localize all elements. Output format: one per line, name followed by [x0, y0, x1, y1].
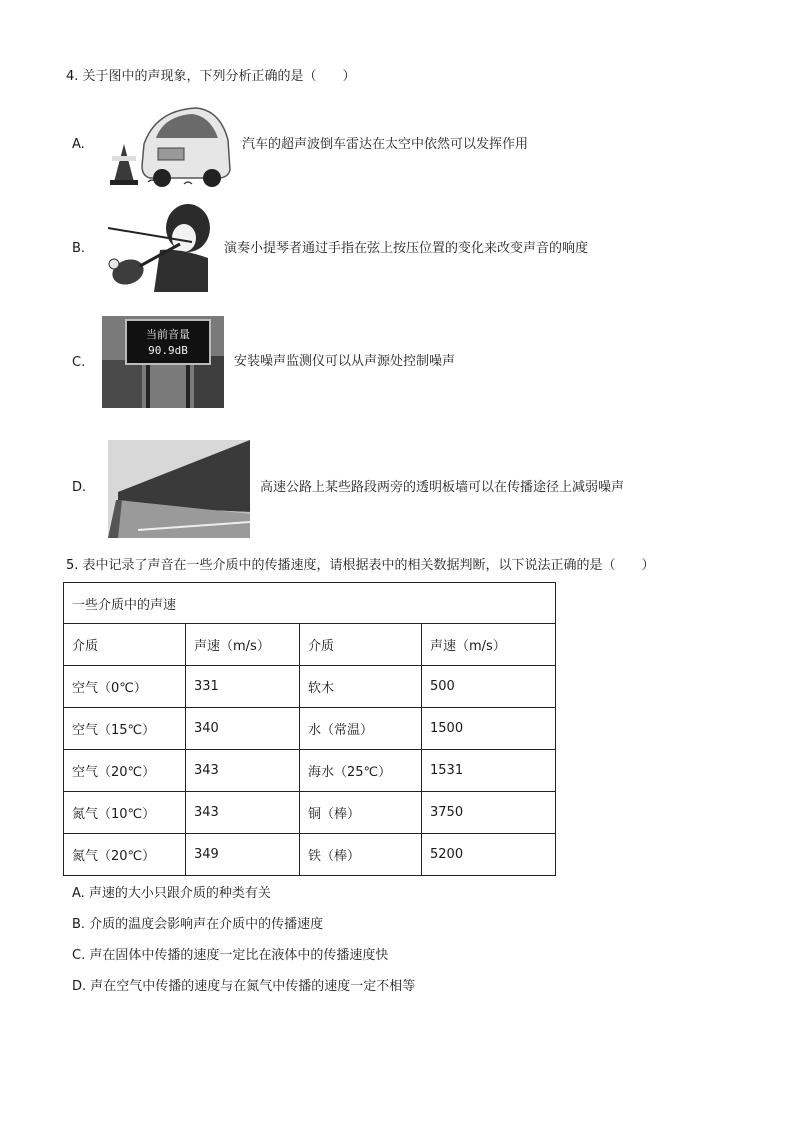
- table-cell: 氮气（10℃）: [64, 792, 186, 834]
- option-b-text: 演奏小提琴者通过手指在弦上按压位置的变化来改变声音的响度: [224, 241, 589, 256]
- car-icon: [100, 104, 232, 188]
- table-cell: 空气（15℃）: [64, 708, 186, 750]
- option-d-letter: D.: [72, 480, 87, 495]
- option-a-letter: A.: [72, 137, 85, 152]
- option-b-letter: B.: [72, 241, 86, 256]
- question-4-title: 4. 关于图中的声现象，下列分析正确的是（ ）: [66, 69, 356, 84]
- table-cell: 500: [422, 666, 556, 708]
- table-header-row: [64, 624, 556, 666]
- option-d-text: 高速公路上某些路段两旁的透明板墙可以在传播途径上减弱噪声: [260, 480, 625, 495]
- table-cell: 铁（棒）: [300, 834, 422, 876]
- table-header: 介质: [300, 624, 422, 666]
- table-cell: 1531: [422, 750, 556, 792]
- table-row: [64, 750, 556, 792]
- highway-barrier-image: [108, 440, 250, 538]
- table-header: 介质: [64, 624, 186, 666]
- table-cell: 5200: [422, 834, 556, 876]
- table-cell: 3750: [422, 792, 556, 834]
- table-header: 声速（m/s）: [422, 624, 556, 666]
- table-cell: 331: [186, 666, 300, 708]
- table-cell: 氮气（20℃）: [64, 834, 186, 876]
- question-5-title: 5. 表中记录了声音在一些介质中的传播速度，请根据表中的相关数据判断，以下说法正确的是（ ）: [66, 558, 655, 573]
- table-cell: 海水（25℃）: [300, 750, 422, 792]
- option-a-text: 汽车的超声波倒车雷达在太空中依然可以发挥作用: [242, 137, 529, 152]
- table-cell: 343: [186, 792, 300, 834]
- car-radar-image: [100, 104, 232, 188]
- table-cell: 软木: [300, 666, 422, 708]
- monitor-value: 90.9dB: [148, 344, 188, 357]
- choice-d: D. 声在空气中传播的速度与在氮气中传播的速度一定不相等: [72, 979, 416, 994]
- table-caption: 一些介质中的声速: [64, 583, 556, 624]
- choice-b: B. 介质的温度会影响声在介质中的传播速度: [72, 917, 324, 932]
- table-cell: 铜（棒）: [300, 792, 422, 834]
- highway-icon: [108, 440, 250, 538]
- table-row: [64, 792, 556, 834]
- table-cell: 水（常温）: [300, 708, 422, 750]
- table-cell: 349: [186, 834, 300, 876]
- table-caption-row: [64, 583, 556, 624]
- table-row: [64, 708, 556, 750]
- violin-player-image: [100, 202, 212, 292]
- table-cell: 1500: [422, 708, 556, 750]
- option-c-letter: C.: [72, 355, 86, 370]
- table-row: [64, 834, 556, 876]
- violin-icon: [100, 202, 212, 292]
- sound-speed-table: [63, 582, 556, 876]
- table-header: 声速（m/s）: [186, 624, 300, 666]
- choice-a: A. 声速的大小只跟介质的种类有关: [72, 886, 271, 901]
- choice-c: C. 声在固体中传播的速度一定比在液体中的传播速度快: [72, 948, 389, 963]
- table-cell: 340: [186, 708, 300, 750]
- table-cell: 空气（0℃）: [64, 666, 186, 708]
- table-cell: 343: [186, 750, 300, 792]
- table-cell: 空气（20℃）: [64, 750, 186, 792]
- option-c-text: 安装噪声监测仪可以从声源处控制噪声: [234, 354, 456, 369]
- monitor-label: 当前音量: [146, 328, 190, 341]
- table-row: [64, 666, 556, 708]
- noise-monitor-image: [102, 316, 224, 408]
